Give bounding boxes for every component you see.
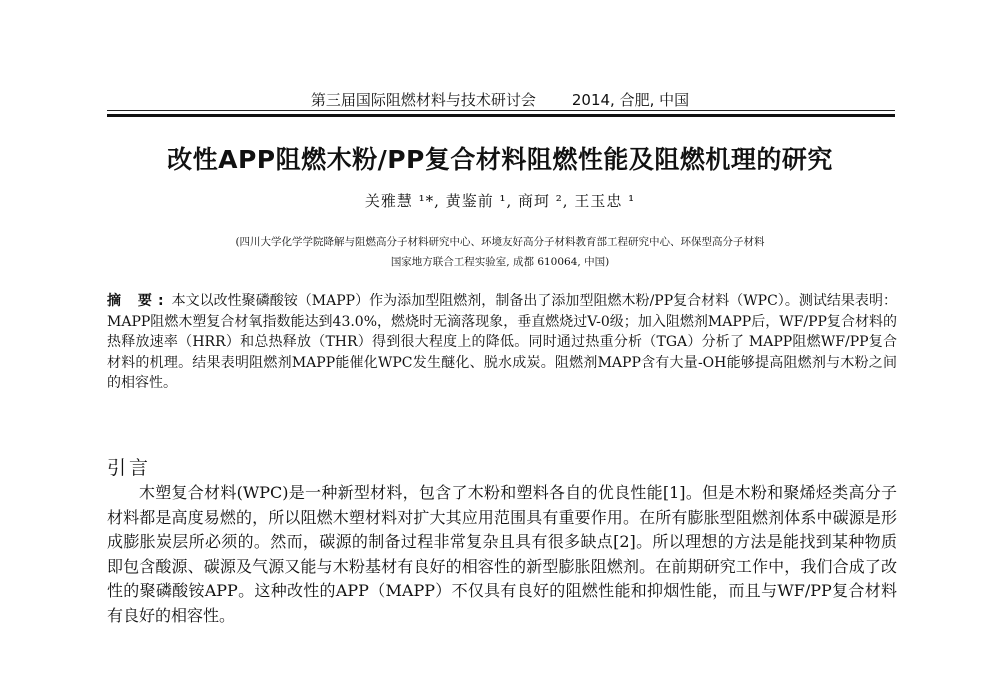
paper-title: 改性APP阻燃木粉/PP复合材料阻燃性能及阻燃机理的研究 <box>167 145 833 174</box>
conference-year-place: 2014, 合肥, 中国 <box>571 90 690 109</box>
introduction-paragraph: 木塑复合材料(WPC)是一种新型材料，包含了木粉和塑料各自的优良性能[1]。但是木粉和聚烯烃类高分子材料都是高度易燃的，所以阻燃木塑材料对扩大其应用范围具有重要作用。在所有膨胀型阻燃剂体系中碳源是形成膨胀炭层所必须的。然而，碳源的制备过程非常复杂且具有很多缺点[2]。所以理想的方法是能找到某种物质即包含酸源、碳源及气源又能与木粉基材有良好的相容性的新型膨胀阻燃剂。在前期研究工作中，我们合成了改性的聚磷酸铵APP。这种改性的APP（MAPP）不仅具有良好的阻燃性能和抑烟性能，而且与WF/PP复合材料有良好的相容性。 <box>107 483 897 625</box>
affiliation-line-1: (四川大学化学学院降解与阻燃高分子材料研究中心、环境友好高分子材料教育部工程研究中心、环保型高分子材料 <box>235 236 765 248</box>
header-rule-thick <box>107 114 895 117</box>
affiliation-line-2: 国家地方联合工程实验室, 成都 610064, 中国) <box>390 256 610 268</box>
section-heading-introduction: 引言 <box>107 457 152 479</box>
conference-name: 第三届国际阻燃材料与技术研讨会 <box>310 90 536 109</box>
paper-authors: 关雅慧 ¹*, 黄鉴前 ¹, 商珂 ², 王玉忠 ¹ <box>364 192 636 210</box>
conference-header <box>0 86 1000 112</box>
abstract-label: 摘 要: <box>107 293 170 309</box>
header-rule-thin <box>107 110 895 111</box>
paper-affiliation <box>110 232 890 272</box>
abstract <box>107 291 897 394</box>
abstract-text: 本文以改性聚磷酸铵（MAPP）作为添加型阻燃剂，制备出了添加型阻燃木粉/PP复合材料（WPC）。测试结果表明：MAPP阻燃木塑复合材氧指数能达到43.0%，燃烧时无滴落现象，垂直燃烧过V-0级；加入阻燃剂MAPP后，WF/PP复合材料的热释放速率（HRR）和总热释放（THR）得到很大程度上的降低。同时通过热重分析（TGA）分析了 MAPP阻燃WF/PP复合材料的机理。结果表明阻燃剂MAPP能催化WPC发生醚化、脱水成炭。阻燃剂MAPP含有大量-OH能够提高阻燃剂与木粉之间的相容性。 <box>107 293 897 391</box>
